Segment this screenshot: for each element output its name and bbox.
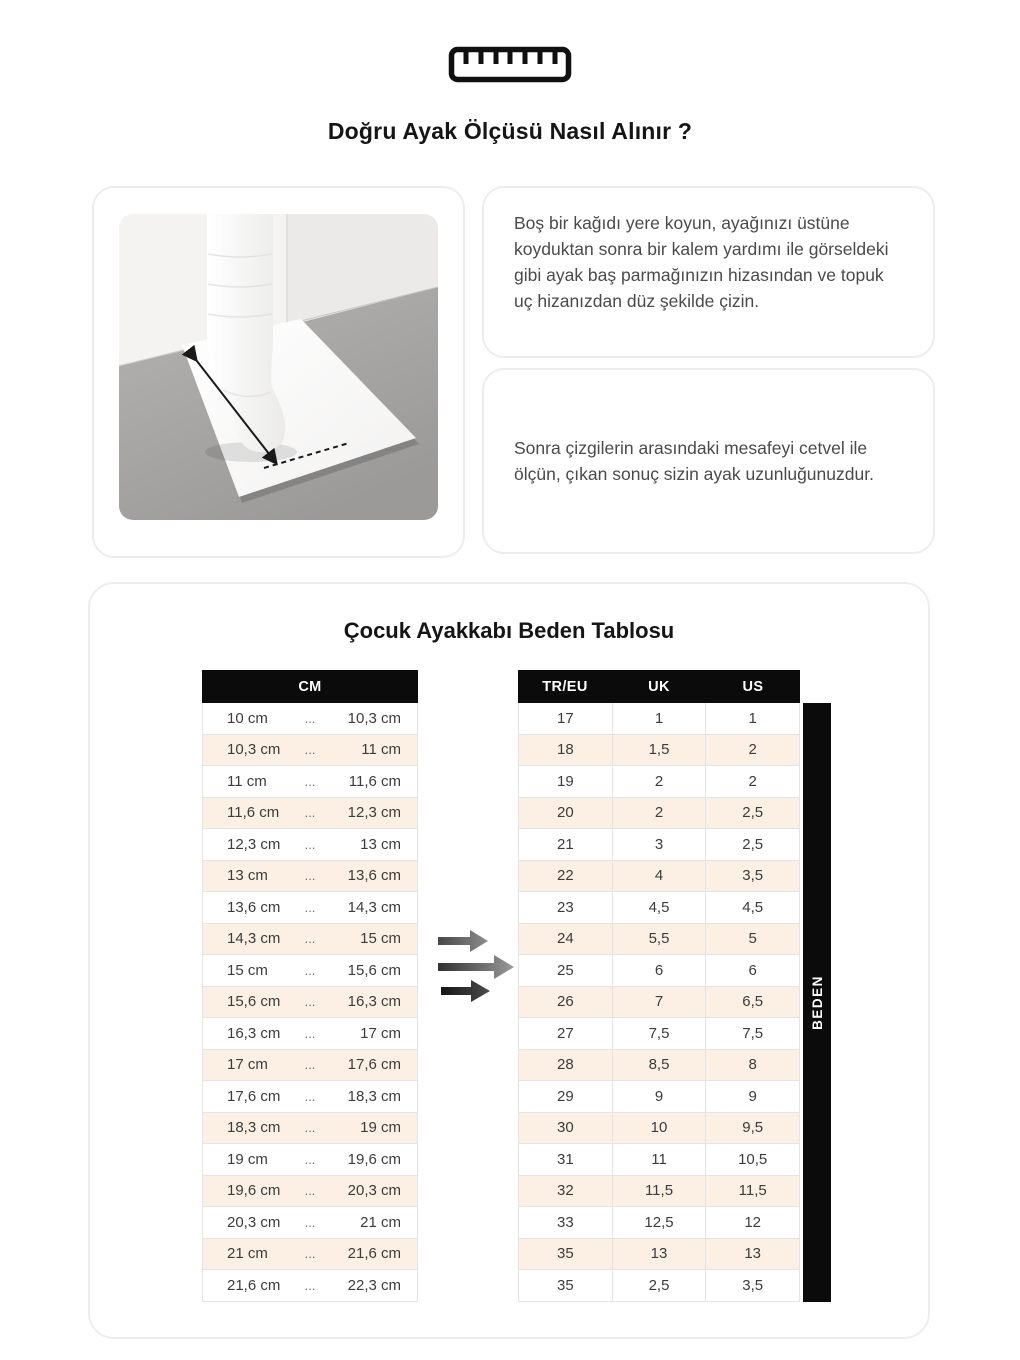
cm-min-cell: 21,6 cm: [227, 1276, 281, 1294]
size-table-row: [519, 1144, 799, 1176]
size-table-row: [519, 1207, 799, 1239]
cm-table-body: [202, 703, 418, 1302]
us-cell: 2,5: [705, 798, 799, 829]
cm-min-cell: 14,3 cm: [227, 930, 281, 948]
cm-table: [202, 670, 418, 1302]
header-icon-wrap: [0, 46, 1020, 88]
instruction-card-step1: [482, 186, 935, 358]
size-table-card: [88, 582, 930, 1339]
us-cell: 9: [705, 1081, 799, 1112]
cm-max-cell: 22,3 cm: [347, 1276, 401, 1294]
tr-eu-cell: 32: [556, 1182, 574, 1200]
uk-cell: 12,5: [612, 1207, 706, 1238]
cm-max-cell: 14,3 cm: [347, 898, 401, 916]
size-table-row: [519, 1270, 799, 1302]
us-cell: 6,5: [705, 987, 799, 1018]
tr-eu-cell: 20: [556, 804, 574, 822]
instruction-step1-text: Boş bir kağıdı yere koyun, ayağınızı üstüne koyduktan sonra bir kalem yardımı ile görseldeki gibi ayak baş parmağınızın hizasından ve topuk uç hizanızdan düz şekilde çizin.: [514, 213, 889, 311]
size-table-row: [519, 1113, 799, 1145]
us-cell: 5: [705, 924, 799, 955]
cm-min-cell: 10,3 cm: [227, 741, 281, 759]
cm-table-row: [203, 766, 417, 798]
size-table-row: [519, 987, 799, 1019]
size-table-body: [518, 703, 800, 1302]
uk-cell: 6: [612, 955, 706, 986]
uk-cell: 1: [612, 703, 706, 734]
cm-max-cell: 21,6 cm: [347, 1245, 401, 1263]
cm-max-cell: 13,6 cm: [347, 867, 401, 885]
arrow-right-icon-bottom: [441, 980, 490, 1002]
size-table-row: [519, 735, 799, 767]
uk-cell: 7,5: [612, 1018, 706, 1049]
tr-eu-cell: 25: [556, 961, 574, 979]
size-table-row: [519, 1239, 799, 1271]
cm-table-row: [203, 1050, 417, 1082]
tr-eu-cell: 35: [556, 1245, 574, 1263]
us-cell: 2: [705, 766, 799, 797]
instruction-card-step2: [482, 368, 935, 554]
cm-range-dots: ...: [304, 1214, 316, 1230]
size-table-row: [519, 892, 799, 924]
us-cell: 6: [705, 955, 799, 986]
cm-range-dots: ...: [304, 1151, 316, 1167]
tr-eu-cell: 22: [556, 867, 574, 885]
page-title: Doğru Ayak Ölçüsü Nasıl Alınır ?: [327, 118, 693, 144]
ruler-icon: [448, 46, 572, 83]
cm-table-row: [203, 1018, 417, 1050]
uk-cell: 13: [612, 1239, 706, 1270]
arrow-right-icon-middle: [438, 955, 514, 979]
tr-eu-cell: 21: [556, 835, 574, 853]
tr-eu-cell: 28: [556, 1056, 574, 1074]
us-cell: 4,5: [705, 892, 799, 923]
cm-max-cell: 21 cm: [360, 1213, 401, 1231]
cm-min-cell: 18,3 cm: [227, 1119, 281, 1137]
us-cell: 3,5: [705, 1270, 799, 1301]
cm-min-cell: 20,3 cm: [227, 1213, 281, 1231]
tr-eu-cell: 17: [556, 709, 574, 727]
us-cell: 13: [705, 1239, 799, 1270]
size-table-row: [519, 829, 799, 861]
size-table-row: [519, 1081, 799, 1113]
tr-eu-cell: 31: [556, 1150, 574, 1168]
cm-min-cell: 11 cm: [227, 772, 267, 790]
cm-range-dots: ...: [304, 1120, 316, 1136]
size-table-title: Çocuk Ayakkabı Beden Tablosu: [343, 618, 675, 643]
cm-range-dots: ...: [304, 899, 316, 915]
tr-eu-cell: 18: [556, 741, 574, 759]
uk-cell: 4,5: [612, 892, 706, 923]
tr-eu-cell: 26: [556, 993, 574, 1011]
cm-range-dots: ...: [304, 994, 316, 1010]
cm-max-cell: 15 cm: [360, 930, 401, 948]
cm-table-row: [203, 1239, 417, 1271]
uk-cell: 2: [612, 798, 706, 829]
cm-max-cell: 13 cm: [360, 835, 401, 853]
cm-range-dots: ...: [304, 931, 316, 947]
cm-max-cell: 17 cm: [360, 1024, 401, 1042]
cm-max-cell: 16,3 cm: [347, 993, 401, 1011]
tr-eu-cell: 19: [556, 772, 574, 790]
tr-eu-cell: 35: [556, 1276, 574, 1294]
uk-cell: 9: [612, 1081, 706, 1112]
cm-range-dots: ...: [304, 1057, 316, 1073]
tr-eu-cell: 29: [556, 1087, 574, 1105]
us-cell: 10,5: [705, 1144, 799, 1175]
size-conversion-table: [518, 670, 800, 1302]
cm-table-row: [203, 1144, 417, 1176]
tr-eu-cell: 30: [556, 1119, 574, 1137]
cm-table-row: [203, 924, 417, 956]
cm-table-row: [203, 1176, 417, 1208]
uk-cell: 5,5: [612, 924, 706, 955]
cm-min-cell: 19 cm: [227, 1150, 268, 1168]
size-table-row: [519, 1018, 799, 1050]
tr-eu-cell: 27: [556, 1024, 574, 1042]
us-cell: 3,5: [705, 861, 799, 892]
us-cell: 2: [705, 735, 799, 766]
us-column-header: US: [742, 678, 764, 695]
cm-max-cell: 17,6 cm: [347, 1056, 401, 1074]
cm-range-dots: ...: [304, 868, 316, 884]
cm-table-row: [203, 892, 417, 924]
cm-range-dots: ...: [304, 710, 316, 726]
cm-min-cell: 21 cm: [227, 1245, 268, 1263]
us-cell: 8: [705, 1050, 799, 1081]
size-table-row: [519, 924, 799, 956]
us-cell: 1: [705, 703, 799, 734]
cm-min-cell: 11,6 cm: [227, 804, 280, 822]
instruction-step2-text: Sonra çizgilerin arasındaki mesafeyi cetvel ile ölçün, çıkan sonuç sizin ayak uzunluğunuzdur.: [514, 438, 874, 484]
cm-range-dots: ...: [304, 1183, 316, 1199]
uk-cell: 2,5: [612, 1270, 706, 1301]
uk-cell: 11: [612, 1144, 706, 1175]
tr-eu-column-header: TR/EU: [542, 678, 588, 695]
foot-measure-photo: [119, 214, 438, 520]
cm-max-cell: 18,3 cm: [347, 1087, 401, 1105]
cm-table-row: [203, 829, 417, 861]
cm-max-cell: 12,3 cm: [347, 804, 401, 822]
cm-max-cell: 11 cm: [361, 741, 401, 759]
tr-eu-cell: 23: [556, 898, 574, 916]
cm-min-cell: 19,6 cm: [227, 1182, 281, 1200]
size-table-row: [519, 1050, 799, 1082]
cm-range-dots: ...: [304, 1025, 316, 1041]
cm-table-row: [203, 703, 417, 735]
size-table-row: [519, 955, 799, 987]
cm-max-cell: 10,3 cm: [347, 709, 401, 727]
size-table-row: [519, 861, 799, 893]
cm-max-cell: 20,3 cm: [347, 1182, 401, 1200]
tr-eu-cell: 33: [556, 1213, 574, 1231]
cm-table-row: [203, 1207, 417, 1239]
cm-table-row: [203, 798, 417, 830]
cm-max-cell: 11,6 cm: [348, 772, 401, 790]
cm-range-dots: ...: [304, 805, 316, 821]
tr-eu-cell: 24: [556, 930, 574, 948]
size-table-row: [519, 798, 799, 830]
cm-table-row: [203, 1113, 417, 1145]
uk-cell: 11,5: [612, 1176, 706, 1207]
cm-min-cell: 15 cm: [227, 961, 268, 979]
cm-min-cell: 13,6 cm: [227, 898, 281, 916]
us-cell: 9,5: [705, 1113, 799, 1144]
cm-range-dots: ...: [304, 1088, 316, 1104]
cm-table-row: [203, 861, 417, 893]
cm-range-dots: ...: [304, 1277, 316, 1293]
cm-table-row: [203, 735, 417, 767]
beden-side-bar: [803, 703, 831, 1302]
uk-cell: 2: [612, 766, 706, 797]
uk-cell: 7: [612, 987, 706, 1018]
arrow-right-icon-top: [438, 930, 488, 952]
us-cell: 2,5: [705, 829, 799, 860]
cm-min-cell: 16,3 cm: [227, 1024, 281, 1042]
cm-table-row: [203, 987, 417, 1019]
uk-cell: 4: [612, 861, 706, 892]
uk-cell: 8,5: [612, 1050, 706, 1081]
cm-min-cell: 13 cm: [227, 867, 268, 885]
cm-max-cell: 19,6 cm: [347, 1150, 401, 1168]
cm-range-dots: ...: [304, 962, 316, 978]
size-table-row: [519, 766, 799, 798]
cm-range-dots: ...: [304, 836, 316, 852]
beden-label: BEDEN: [809, 975, 825, 1030]
cm-max-cell: 15,6 cm: [347, 961, 401, 979]
foot-photo-card: [92, 186, 465, 558]
cm-min-cell: 10 cm: [227, 709, 268, 727]
cm-table-header: CM: [202, 670, 418, 703]
cm-min-cell: 15,6 cm: [227, 993, 281, 1011]
uk-column-header: UK: [648, 678, 670, 695]
uk-cell: 3: [612, 829, 706, 860]
us-cell: 7,5: [705, 1018, 799, 1049]
cm-min-cell: 17,6 cm: [227, 1087, 281, 1105]
cm-range-dots: ...: [304, 1246, 316, 1262]
cm-range-dots: ...: [304, 742, 316, 758]
size-table-row: [519, 1176, 799, 1208]
uk-cell: 10: [612, 1113, 706, 1144]
cm-table-row: [203, 1270, 417, 1302]
cm-table-row: [203, 1081, 417, 1113]
us-cell: 11,5: [705, 1176, 799, 1207]
conversion-arrows-icon: [432, 925, 522, 1005]
cm-table-row: [203, 955, 417, 987]
cm-min-cell: 12,3 cm: [227, 835, 281, 853]
us-cell: 12: [705, 1207, 799, 1238]
cm-min-cell: 17 cm: [227, 1056, 268, 1074]
size-table-row: [519, 703, 799, 735]
uk-cell: 1,5: [612, 735, 706, 766]
cm-max-cell: 19 cm: [360, 1119, 401, 1137]
size-table-header: [518, 670, 800, 703]
cm-range-dots: ...: [304, 773, 316, 789]
